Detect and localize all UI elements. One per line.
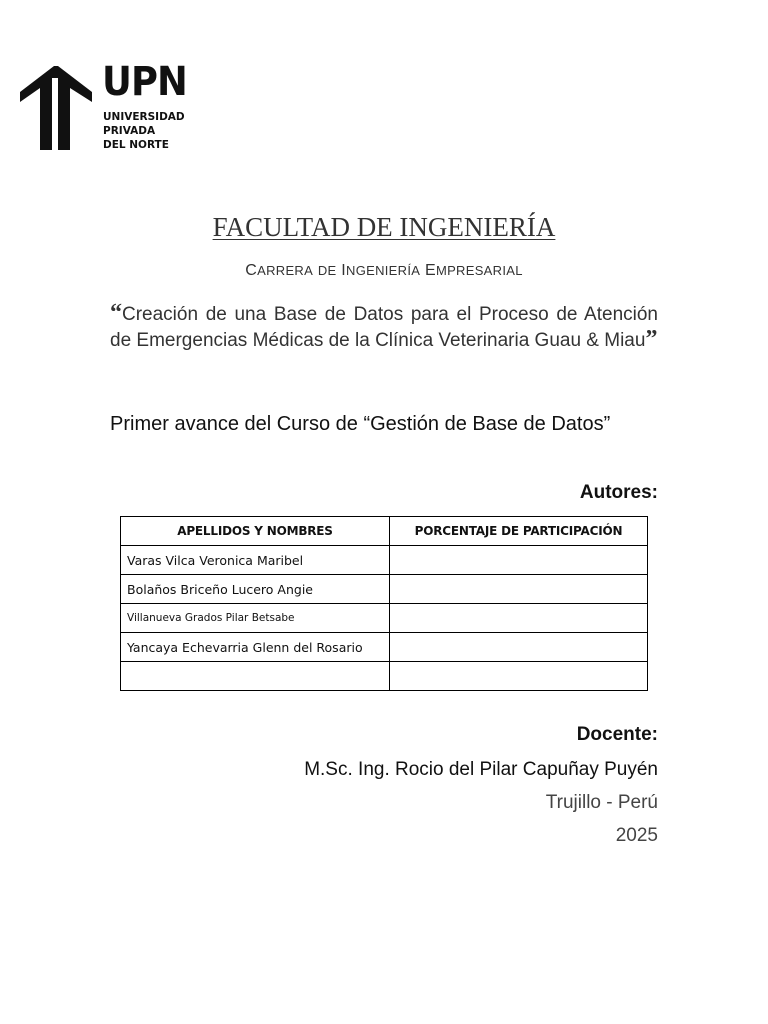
project-title-text: Creación de una Base de Datos para el Proceso de Atención de Emergencias Médicas de la Clínica Veterinaria Guau & Miau [110,304,658,351]
course-subtitle: Primer avance del Curso de “Gestión de Base de Datos” [110,413,611,435]
author-percent-cell [390,575,648,604]
column-header-percentage: PORCENTAJE DE PARTICIPACIÓN [390,517,648,546]
open-quote: “ [110,300,122,326]
author-name-cell: Varas Vilca Veronica Maribel [121,546,390,575]
table-row [121,546,648,575]
author-percent-cell [390,662,648,691]
project-title [110,302,658,354]
column-header-names: APELLIDOS Y NOMBRES [121,517,390,546]
teacher-label: Docente: [576,724,658,745]
authors-table [120,516,648,691]
table-row [121,575,648,604]
logo-abbreviation: UPN [102,59,187,105]
logo-name-line: PRIVADA [103,125,156,137]
teacher-name: M.Sc. Ing. Rocio del Pilar Capuñay Puyén [304,759,658,780]
author-name-cell: Yancaya Echevarria Glenn del Rosario [121,633,390,662]
authors-label: Autores: [579,482,658,503]
logo-university-name [103,110,185,152]
faculty-title: FACULTAD DE INGENIERÍA [212,212,556,242]
table-row [121,604,648,633]
logo-name-line: UNIVERSIDAD [103,111,185,123]
author-name-cell: Bolaños Briceño Lucero Angie [121,575,390,604]
career-name [0,262,768,280]
year: 2025 [615,825,658,846]
author-name-cell: Villanueva Grados Pilar Betsabe [121,604,390,633]
author-percent-cell [390,633,648,662]
table-row [121,633,648,662]
location: Trujillo - Perú [545,792,658,813]
author-name-cell [121,662,390,691]
upn-arrow-icon [20,66,94,152]
author-percent-cell [390,604,648,633]
upn-logo [20,59,187,152]
close-quote: ” [645,326,658,352]
table-header-row [121,517,648,546]
logo-name-line: DEL NORTE [103,139,169,151]
table-row [121,662,648,691]
career-text: CARRERA DE INGENIERÍA EMPRESARIAL [245,262,523,279]
author-percent-cell [390,546,648,575]
